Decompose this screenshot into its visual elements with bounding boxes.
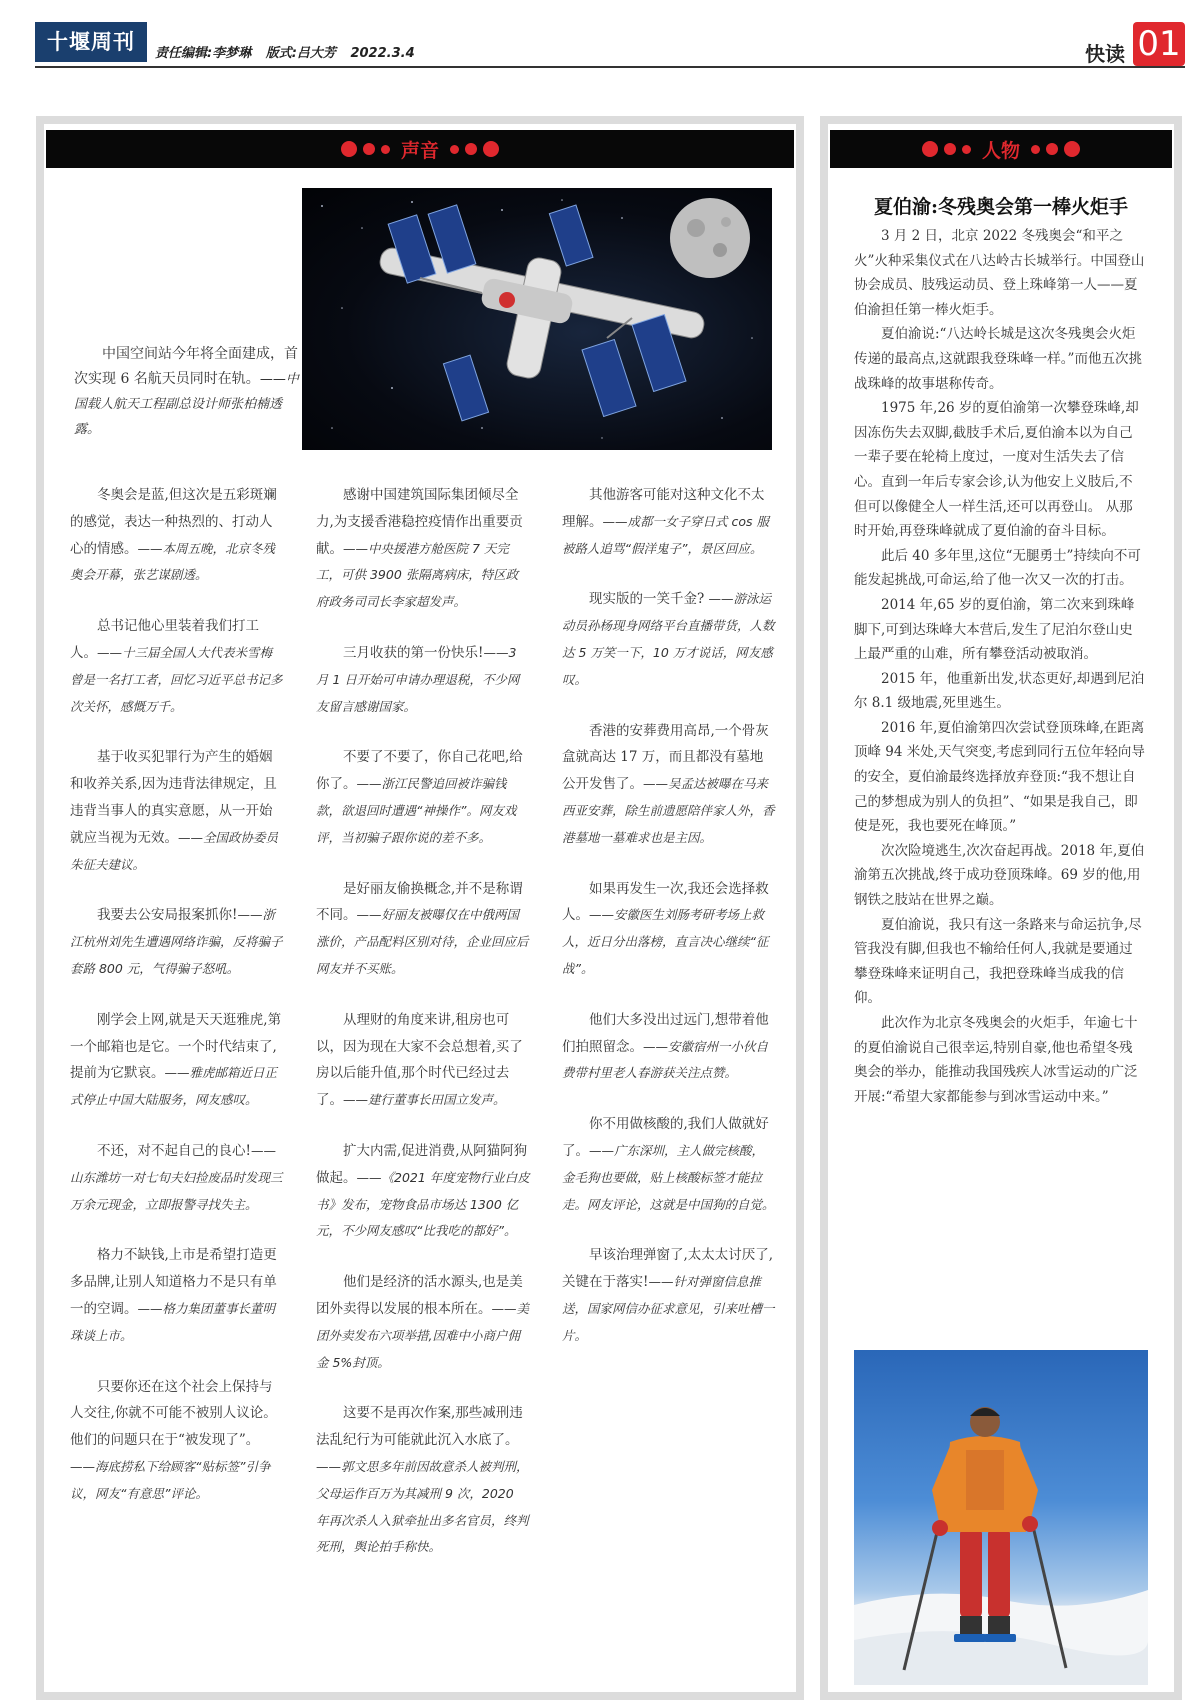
- people-banner: [830, 130, 1172, 168]
- article-title: 夏伯渝:冬残奥会第一棒火炬手: [873, 196, 1128, 218]
- voice-column-3: [562, 482, 776, 1374]
- article-paragraph: 1975 年,26 岁的夏伯渝第一次攀登珠峰,却因冻伤失去双脚,截肢手术后,夏伯渝本以为自己一辈子要在轮椅上度过，一度对生活失去了信心。直到一年后专家会诊,认为他安上义肢后,不但可以像健全人一样生活,还可以再登山。 从那时开始,再登珠峰就成了夏伯渝的奋斗目标。: [854, 400, 1139, 540]
- article-paragraph: 夏伯渝说:“八达岭长城是这次冬残奥会火炬传递的最高点,这就跟我登珠峰一样。”而他五次挑战珠峰的故事堪称传奇。: [854, 326, 1142, 392]
- quote-item: 从理财的角度来讲,租房也可以，因为现在大家不会总想着,买了房以后能升值,那个时代已经过去了。——建行董事长田国立发声。: [316, 1011, 523, 1109]
- article-paragraph: 此后 40 多年里,这位“无腿勇士”持续向不可能发起挑战,可命运,给了他一次又一次的打击。: [854, 547, 1141, 589]
- dot-icon: [1031, 145, 1040, 154]
- dot-icon: [381, 145, 390, 154]
- quote-item: 三月收获的第一份快乐!——3 月 1 日开始可申请办理退税，不少网友留言感谢国家。: [316, 644, 520, 714]
- dot-icon: [363, 143, 375, 155]
- masthead-rule: [35, 66, 1185, 68]
- article-paragraph: 夏伯渝说，我只有这一条路来与命运抗争,尽管我没有脚,但我也不输给任何人,我就是要通过攀登珠峰来证明自己，我把登珠峰当成我的信仰。: [854, 916, 1142, 1007]
- article-body: [854, 224, 1146, 1109]
- quote-item: 感谢中国建筑国际集团倾尽全力,为支援香港稳控疫情作出重要贡献。——中央援港方舱医院 7 天完工，可供 3900 张隔离病床，特区政府政务司司长李家超发声。: [316, 487, 523, 610]
- climber-illustration: [854, 1350, 1148, 1685]
- issue-date: 2022.3.4: [350, 46, 415, 61]
- dot-icon: [922, 141, 938, 157]
- voice-column-2: [316, 482, 530, 1585]
- feature-caption: [74, 342, 304, 442]
- dot-icon: [465, 143, 477, 155]
- dot-icon: [450, 145, 459, 154]
- feature-source: ——中国载人航天工程副总设计师张柏楠透露。: [74, 372, 299, 437]
- quote-item: 如果再发生一次,我还会选择救人。——安徽医生刘肠考研考场上救人，近日分出落榜，直言决心继续“征战”。: [562, 880, 769, 976]
- quote-item: 现实版的一笑千金? ——游泳运动员孙杨现身网络平台直播带货，人数达 5 万笑一下，10 万才说话，网友感叹。: [562, 591, 775, 687]
- quote-item: 格力不缺钱,上市是希望打造更多品牌,让别人知道格力不是只有单一的空调。——格力集团董事长董明珠谈上市。: [70, 1247, 277, 1343]
- quote-item: 扩大内需,促进消费,从阿猫阿狗做起。——《2021 年度宠物行业白皮书》发布，宠物食品市场达 1300 亿元，不少网友感叹“比我吃的都好”。: [316, 1142, 530, 1239]
- quote-item: 是好丽友偷换概念,并不是称谓不同。——好丽友被曝仅在中俄两国涨价，产品配料区别对待，企业回应后网友并不买账。: [316, 880, 529, 976]
- voice-panel: [36, 116, 804, 1700]
- quote-item: 不还，对不起自己的良心!——山东潍坊一对七旬夫妇捡废品时发现三万余元现金，立即报警寻找失主。: [70, 1142, 283, 1212]
- quote-item: 冬奥会是蓝,但这次是五彩斑斓的感觉，表达一种热烈的、打动人心的情感。——本周五晚，北京冬残奥会开幕，张艺谋剧透。: [70, 487, 277, 583]
- dot-icon: [962, 145, 971, 154]
- page-number: 01: [1133, 22, 1185, 66]
- quote-item: 他们是经济的活水源头,也是美团外卖得以发展的根本所在。——美团外卖发布六项举措,因难中小商户佣金 5%封顶。: [316, 1274, 530, 1370]
- article-paragraph: 2016 年,夏伯渝第四次尝试登顶珠峰,在距离顶峰 94 米处,天气突变,考虑到同行五位年轻向导的安全，夏伯渝最终选择放弃登顶:“我不想让自己的梦想成为别人的负担”、“如果是我自己，即使是死，我也要死在峰顶。”: [854, 719, 1145, 835]
- quote-item: 其他游客可能对这种文化不太理解。——成都一女子穿日式 cos 服被路人追骂“假洋鬼子”，景区回应。: [562, 487, 769, 556]
- people-panel: [820, 116, 1182, 1700]
- article-paragraph: 2014 年,65 岁的夏伯渝，第二次来到珠峰脚下,可到达珠峰大本营后,发生了尼泊尔登山史上最严重的山难，所有攀登活动被取消。: [854, 596, 1135, 663]
- space-station-photo: [302, 188, 772, 450]
- voice-banner: [46, 130, 794, 168]
- article-paragraph: 2015 年，他重新出发,状态更好,却遇到尼泊尔 8.1 级地震,死里逃生。: [854, 670, 1145, 712]
- quote-item: 基于收买犯罪行为产生的婚姻和收养关系,因为违背法律规定，且违背当事人的真实意愿，从一开始就应当视为无效。——全国政协委员朱征夫建议。: [70, 749, 279, 872]
- dot-icon: [944, 143, 956, 155]
- quote-item: 你不用做核酸的,我们人做就好了。——广东深圳，主人做完核酸，金毛狗也要做，贴上核酸标签才能拉走。网友评论，这就是中国狗的自觉。: [562, 1116, 775, 1212]
- quote-item: 刚学会上网,就是天天逛雅虎,第一个邮箱也是它。一个时代结束了,提前为它默哀。——雅虎邮箱近日正式停止中国大陆服务，网友感叹。: [70, 1011, 282, 1108]
- climber-photo: [854, 1350, 1148, 1685]
- quote-item: 他们大多没出过远门,想带着他们拍照留念。——安徽宿州一小伙自费带村里老人春游获关注点赞。: [562, 1011, 769, 1081]
- quote-item: 只要你还在这个社会上保持与人交往,你就不可能不被别人议论。他们的问题只在于“被发现了”。——海底捞私下给顾客“贴标签”引争议，网友“有意思”评论。: [70, 1378, 277, 1501]
- brand-logo: 十堰周刊: [35, 22, 147, 62]
- people-banner-title: 人物: [981, 139, 1020, 162]
- layout-credit: 版式:吕大芳: [265, 46, 336, 61]
- voice-column-1: [70, 482, 284, 1532]
- quote-item: 总书记他心里装着我们打工人。——十三届全国人大代表米雪梅曾是一名打工者，回忆习近平总书记多次关怀，感慨万千。: [70, 618, 283, 714]
- article-paragraph: 次次险境逃生,次次奋起再战。2018 年,夏伯渝第五次挑战,终于成功登顶珠峰。69 岁的他,用钢铁之肢站在世界之巅。: [854, 842, 1145, 909]
- space-station-illustration: [302, 188, 772, 450]
- quote-item: 这要不是再次作案,那些减刑违法乱纪行为可能就此沉入水底了。——郭文思多年前因故意杀人被判刑，父母运作百万为其减刑 9 次，2020 年再次杀人入狱牵扯出多名官员，终判死刑，舆论拍手称快。: [316, 1405, 529, 1555]
- quote-item: 我要去公安局报案抓你!——浙江杭州刘先生遭遇网络诈骗，反将骗子套路 800 元，气得骗子怒吼。: [70, 907, 283, 976]
- voice-banner-title: 声音: [400, 139, 439, 162]
- article-paragraph: 3 月 2 日，北京 2022 冬残奥会“和平之火”火种采集仪式在八达岭古长城举行。中国登山协会成员、肢残运动员、登上珠峰第一人——夏伯渝担任第一棒火炬手。: [854, 228, 1145, 318]
- masthead: [35, 22, 1185, 70]
- dot-icon: [1046, 143, 1058, 155]
- quote-item: 早该治理弹窗了,太太太讨厌了,关键在于落实!——针对弹窗信息推送，国家网信办征求意见，引来吐槽一片。: [562, 1247, 775, 1343]
- section-label: 快读: [1085, 42, 1125, 66]
- dot-icon: [483, 141, 499, 157]
- quote-item: 香港的安葬费用高昂,一个骨灰盒就高达 17 万，而且都没有墓地公开发售了。——吴孟达被曝在马来西亚安葬，除生前遗愿陪伴家人外，香港墓地一墓难求也是主因。: [562, 722, 775, 845]
- dot-icon: [341, 141, 357, 157]
- feature-quote: 中国空间站今年将全面建成，首次实现 6 名航天员同时在轨。: [74, 346, 298, 387]
- article-paragraph: 此次作为北京冬残奥会的火炬手，年逾七十的夏伯渝说自己很幸运,特别自豪,他也希望冬残奥会的举办，能推动我国残疾人冰雪运动的广泛开展:“希望大家都能参与到冰雪运动中来。”: [854, 1015, 1138, 1105]
- quote-item: 不要了不要了，你自己花吧,给你了。——浙江民警追回被诈骗钱款，欲退回时遭遇“神操作”。网友戏评，当初骗子跟你说的差不多。: [316, 749, 523, 845]
- dot-icon: [1064, 141, 1080, 157]
- credits: [155, 42, 425, 61]
- editor-credit: 责任编辑:李梦琳: [155, 46, 252, 61]
